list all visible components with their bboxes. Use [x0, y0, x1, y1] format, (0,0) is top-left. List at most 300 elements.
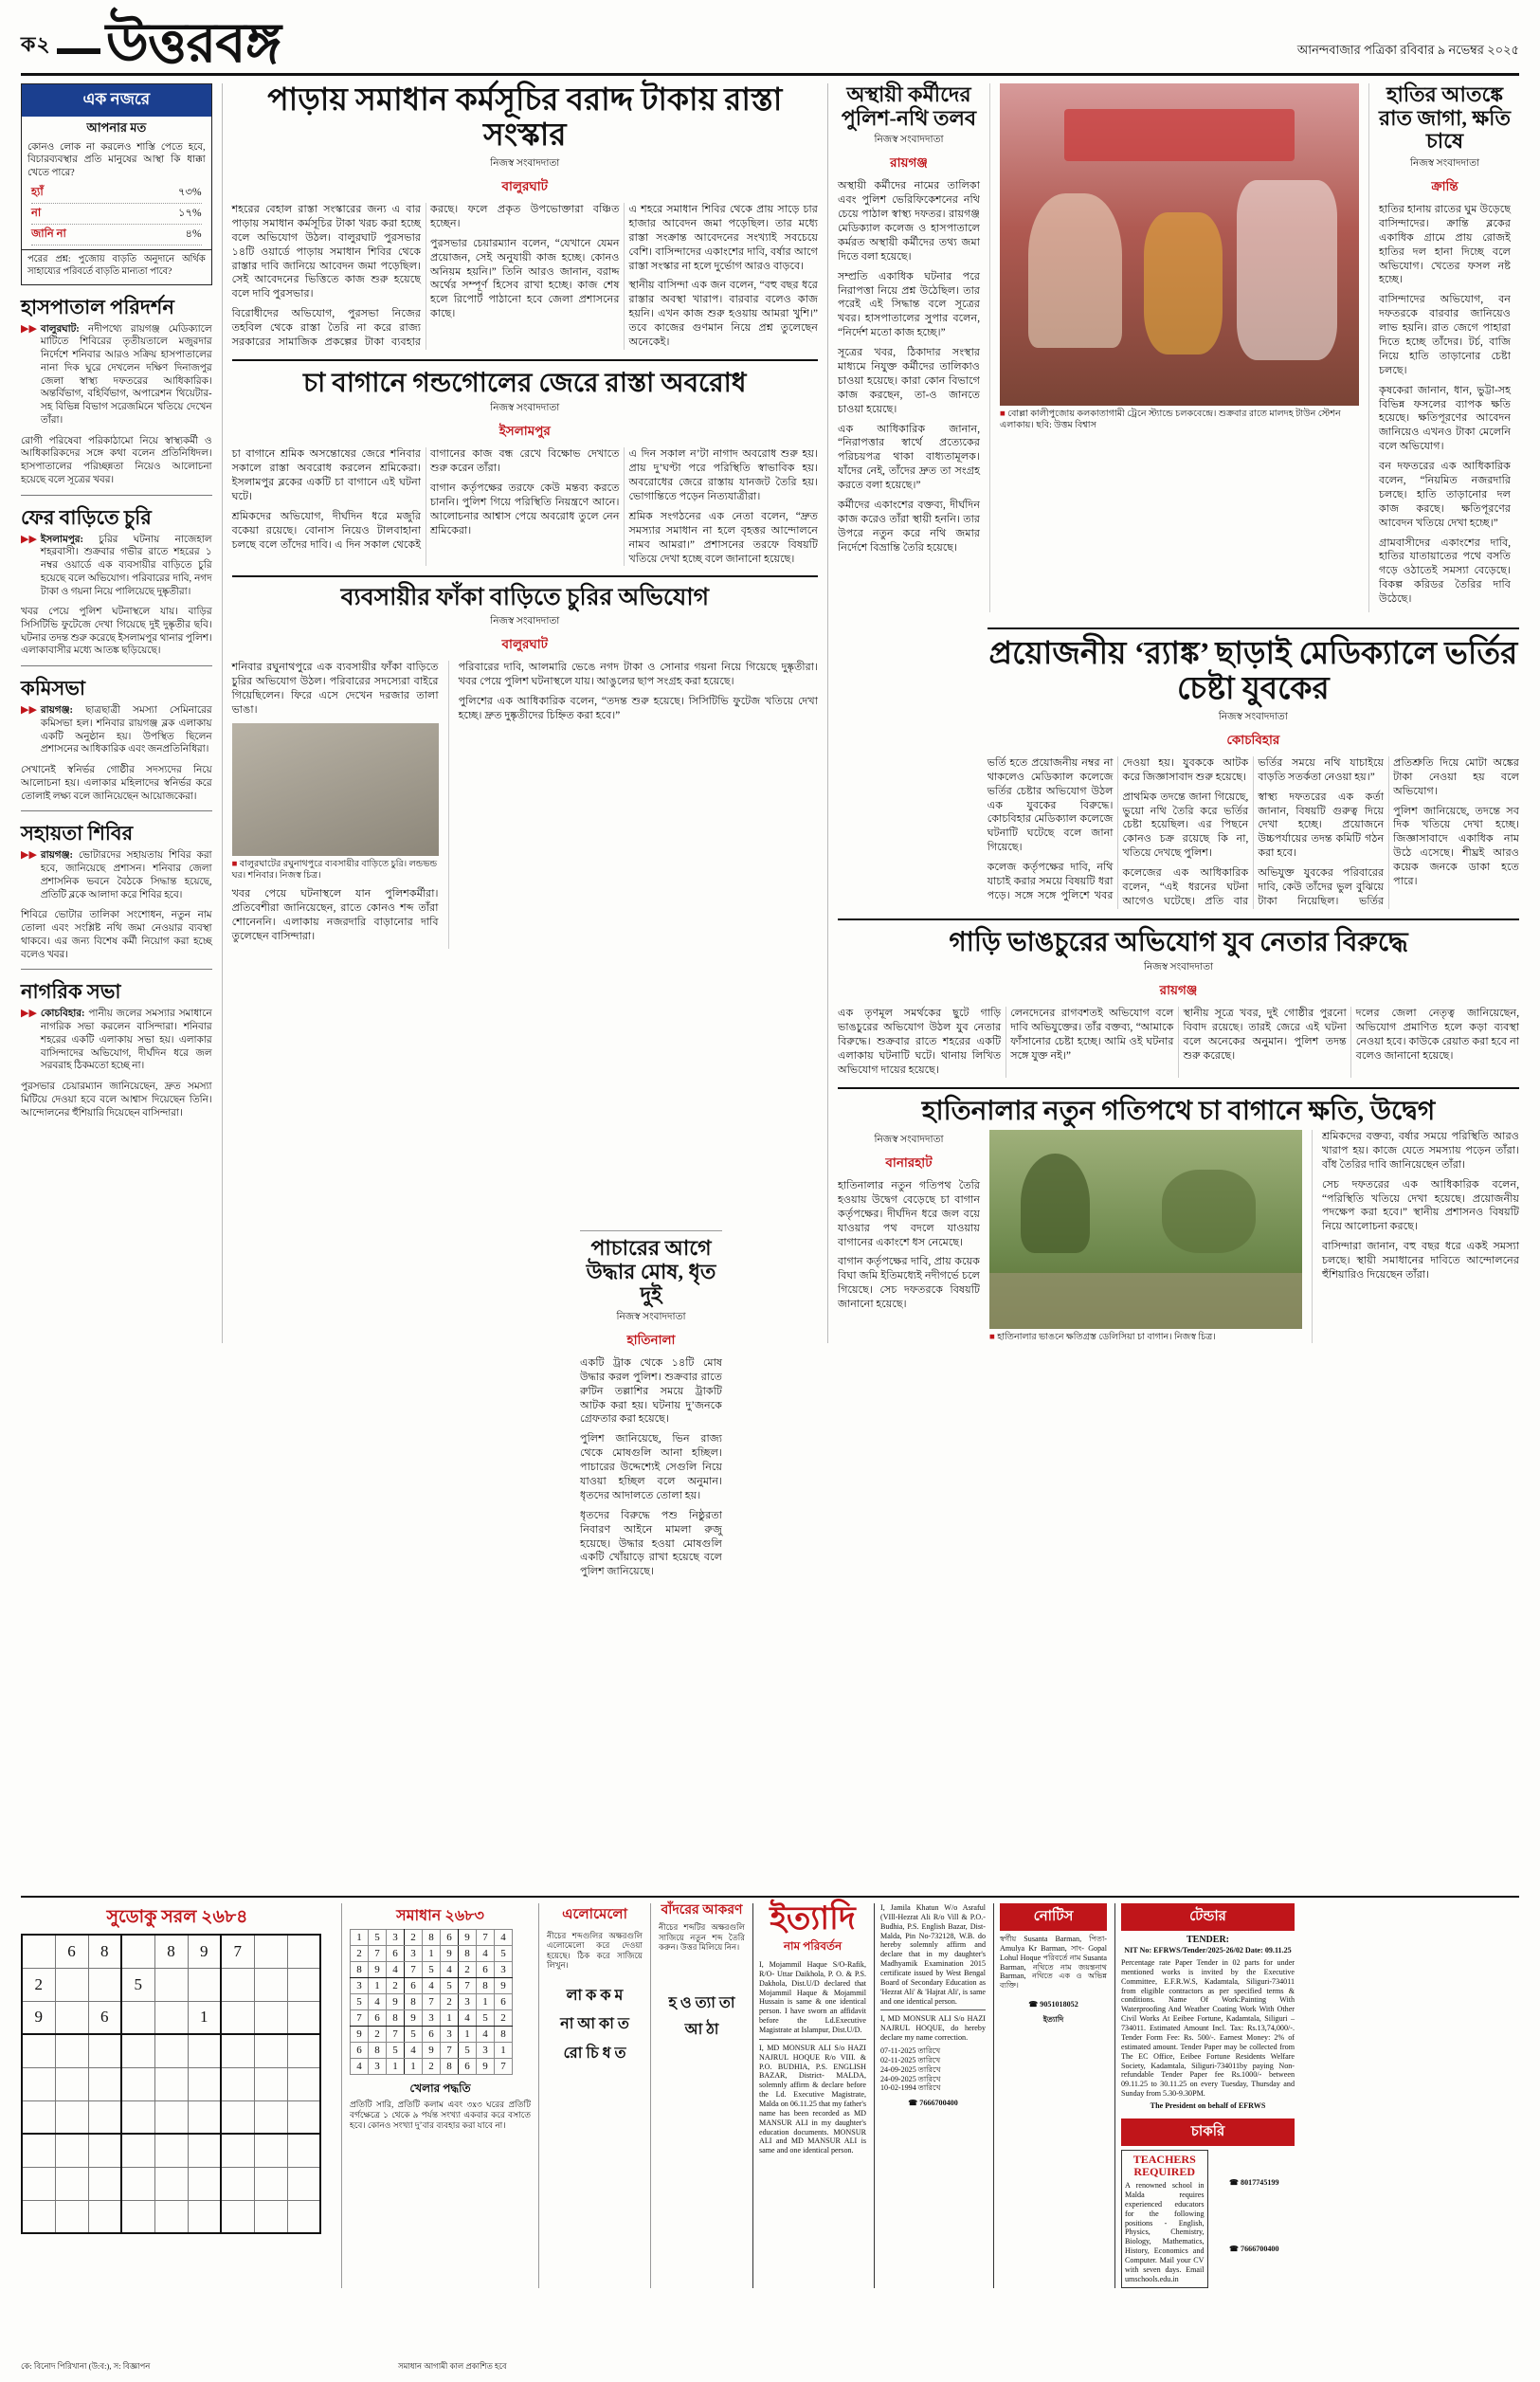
divider [759, 2039, 866, 2040]
sidebar-item-text: খবর পেয়ে পুলিশ ঘটনাস্থলে যায়। বাড়ির সিসিটিভি ফুটেজে দেখা গিয়েছে দুই দুষ্কৃতীর ছবি। ঘটনার তদন্ত শুরু করেছে ইসলামপুর থানার পুলিশ। এলাকাবাসীর মধ্যে আতঙ্ক ছড়িয়েছে। [21, 607, 212, 657]
grid-cell: 9 [351, 2027, 369, 2043]
grid-cell[interactable] [221, 2200, 254, 2233]
top-photo-block [989, 83, 1359, 612]
grid-cell[interactable] [287, 2067, 320, 2100]
grid-cell: 3 [387, 1930, 405, 1946]
grid-cell: 3 [459, 1994, 477, 2010]
story-medical-admission [987, 637, 1519, 909]
paragraph: দলের জেলা নেতৃত্ব জানিয়েছেন, অভিযোগ প্রমাণিত হলে কড়া ব্যবস্থা নেওয়া হবে। কাউকে রেয়াত করা হবে না বলেও জানানো হয়েছে। [1355, 1008, 1519, 1062]
grid-cell[interactable] [121, 2200, 154, 2233]
grid-cell[interactable] [254, 2200, 287, 2233]
poll-row [31, 183, 202, 204]
poll-option-value: ৪% [185, 228, 202, 241]
story-body [232, 661, 439, 718]
byline: নিজস্ব সংবাদদাতা [490, 616, 560, 627]
paragraph: বাসিন্দাদের অভিযোগ, বন দফতরকে বারবার জানিয়েও লাভ হয়নি। রাত জেগে পাহারা দিতে হচ্ছে তাঁদের। টর্চ, বাজি নিয়ে হাতি তাড়ানোর চেষ্টা চলছে। [1379, 294, 1511, 376]
sidebar-item [21, 849, 212, 901]
grid-cell: 2 [423, 2059, 441, 2075]
classified-col2 [874, 1903, 986, 2288]
story-headline: ব্যবসায়ীর ফাঁকা বাড়িতে চুরির অভিযোগ [340, 585, 709, 611]
grid-cell[interactable] [154, 1968, 188, 2001]
grid-cell[interactable] [22, 1935, 55, 1968]
sudoku-grid[interactable] [21, 1934, 321, 2234]
grid-cell: 3 [369, 2059, 387, 2075]
grid-cell[interactable] [287, 2001, 320, 2034]
grid-cell[interactable] [287, 2167, 320, 2200]
story-body [838, 1179, 980, 1312]
classified-phone[interactable]: ☎ 7666700400 [908, 2099, 958, 2108]
poll-option-label: জানি না [31, 228, 66, 241]
grid-cell: 1 [369, 1978, 387, 1994]
classified-tender [1114, 1903, 1295, 2288]
classified-phone[interactable]: ☎ 9051018052 [1028, 2000, 1078, 2009]
grid-cell: 2 [459, 1962, 477, 1978]
paragraph: বাগান কর্তৃপক্ষের তরফে কেউ মন্তব্য করতে চাননি। পুলিশ গিয়ে পরিস্থিতি নিয়ন্ত্রণে আনে। আলোচনার আশ্বাস পেয়ে অবরোধ তুলে নেন শ্রমিকেরা। [430, 482, 620, 536]
paragraph: স্থানীয় সূত্রে খবর, দুই গোষ্ঠীর পুরনো বিবাদ রয়েছে। তারই জেরে এই ঘটনা বলে অনেকের অনুমান। পুলিশ তদন্ত শুরু করেছে। [1183, 1008, 1347, 1062]
grid-cell[interactable] [55, 2001, 88, 2034]
grid-cell: 1 [459, 2027, 477, 2043]
grid-cell[interactable] [55, 1968, 88, 2001]
grid-cell[interactable] [154, 2200, 188, 2233]
grid-cell: 4 [405, 2043, 423, 2059]
grid-cell[interactable] [188, 2167, 221, 2200]
grid-cell: 6 [441, 1930, 459, 1946]
notice-heading: নোটিস [1000, 1903, 1107, 1931]
classified-footer: ইত্যাদি [1042, 2015, 1064, 2025]
grid-cell[interactable] [188, 2134, 221, 2167]
grid-cell[interactable] [22, 2034, 55, 2067]
grid-cell[interactable] [121, 2034, 154, 2067]
masthead-title: উত্তরবঙ্গ [105, 12, 281, 74]
grid-cell[interactable] [188, 2034, 221, 2067]
grid-cell: 2 [387, 1978, 405, 1994]
grid-cell[interactable] [88, 2167, 121, 2200]
byline: নিজস্ব সংবাদদাতা [490, 403, 560, 414]
masthead [21, 12, 1519, 76]
byline: নিজস্ব সংবাদদাতা [1409, 157, 1480, 169]
caption-marker-icon: ■ [989, 1332, 995, 1342]
sidebar-item-text: নদীপথ্যে রায়গঞ্জ মেডিক্যালে মাটিতে শিবিরের তৃতীয়তালে মজুরদার নির্দেশে শনিবার আরও সক্রিয় হাসপাতালের নানা দিক ঘুরে দেখলেন দক্ষিণ দিনাজপুর জেলা স্বাস্থ্য দফতরের আধিকারিক। অন্তর্বিভাগ, বহির্বিভাগ, অপারেশন থিয়েটার-সহ বিভিন্ন বিভাগ সরেজমিনে খতিয়ে দেখেন তাঁরা। [40, 323, 212, 426]
story-headline: হাতিনালার নতুন গতিপথে চা বাগানে ক্ষতি, উদ্বেগ [921, 1096, 1436, 1126]
grid-cell[interactable] [221, 2001, 254, 2034]
dateline: বালুরঘাট [501, 179, 549, 193]
elomelo-instructions: নীচের শব্দগুলির অক্ষরগুলি এলোমেলো করে দেওয়া হয়েছে। ঠিক করে সাজিয়ে লিখুন। [547, 1931, 643, 1971]
dateline: বানারহাট [885, 1155, 933, 1170]
paragraph: শ্রমিক সংগঠনের এক নেতা বলেন, “দ্রুত সমস্যার সমাধান না হলে বৃহত্তর আন্দোলনে নামব আমরা।” প্রশাসনের তরফে বিষয়টি খতিয়ে দেখা হচ্ছে বলে জানানো হয়েছে। [628, 510, 818, 565]
sidebar-item [21, 606, 212, 658]
grid-cell[interactable] [254, 2067, 287, 2100]
grid-cell[interactable]: 8 [154, 1935, 188, 1968]
grid-cell[interactable] [55, 2167, 88, 2200]
grid-cell: 1 [405, 2059, 423, 2075]
grid-cell: 9 [387, 1994, 405, 2010]
poll-option-value: ৭৩% [178, 187, 202, 199]
grid-cell: 4 [495, 1930, 513, 1946]
grid-cell[interactable] [254, 1968, 287, 2001]
paragraph: বিরোধীদের অভিযোগ, পুরসভা নিজের তহবিল থেকে রাস্তা তৈরি না করে রাজ্য সরকারের সামাজিক প্রকল্পের টাকা ব্যবহার করছে। ফলে প্রকৃত উপভোক্তারা বঞ্চিত হচ্ছেন। [231, 204, 620, 349]
grid-cell[interactable] [254, 2100, 287, 2134]
grid-cell[interactable] [55, 2100, 88, 2134]
grid-cell[interactable] [121, 2100, 154, 2134]
paragraph: ভর্তি হতে প্রয়োজনীয় নম্বর না থাকলেও মেডিক্যাল কলেজে ভর্তির চেষ্টার অভিযোগ উঠল এক যুবকের বিরুদ্ধে। কোচবিহার মেডিক্যাল কলেজে ঘটনাটি ঘটেছে বলে জানা গিয়েছে। [987, 756, 1114, 854]
classified-text: I, Mojammil Haque S/O-Rafik, R/O- Uttar Daikhola, P. O. & P.S. Dakhola, Dist.U/D declared that Mojammil Haque & Mojammil Hussain is same & one identical person. I have sworn an affidavit before the Ld.Executive Magistrate at Islampur, Dist.U/D. [759, 1960, 866, 2035]
grid-cell[interactable]: 5 [121, 1968, 154, 2001]
grid-cell[interactable] [188, 2100, 221, 2134]
paragraph: কলেজ কর্তৃপক্ষের দাবি, নথি যাচাই করার সময়ে বিষয়টি ধরা পড়ে। সঙ্গে সঙ্গে পুলিশে খবর দেওয়া হয়। যুবককে আটক করে জিজ্ঞাসাবাদ শুরু হয়েছে। [987, 756, 1249, 901]
story-body [232, 447, 818, 566]
hatinala-photo [989, 1130, 1302, 1329]
sidebar-story [21, 507, 212, 659]
grid-cell[interactable] [88, 2067, 121, 2100]
dateline: কোচবিহার [1226, 732, 1280, 747]
story-headline: অস্থায়ী কর্মীদের পুলিশ-নথি তলব [841, 82, 977, 130]
classified-phone[interactable]: ☎ 8017745199 [1228, 2177, 1279, 2187]
grid-cell: 8 [423, 1930, 441, 1946]
grid-cell[interactable] [221, 2067, 254, 2100]
grid-cell[interactable]: 6 [88, 2001, 121, 2034]
sidebar-item-text: পানীয় জলের সমস্যার সমাধানে নাগরিক সভা করলেন বাসিন্দারা। শনিবার শহরের একটি এলাকায় সভা হয়। এলাকার বাসিন্দাদের অভিযোগ, দীর্ঘদিন ধরে জল সরবরাহ ঠিকমতো হচ্ছে না। [40, 1009, 212, 1072]
grid-cell[interactable] [88, 2034, 121, 2067]
sidebar-story-headline: হাসপাতাল পরিদর্শন [21, 295, 174, 318]
grid-cell[interactable] [154, 2034, 188, 2067]
grid-cell[interactable] [221, 2134, 254, 2167]
grid-cell[interactable] [254, 2167, 287, 2200]
poll-box [21, 83, 212, 285]
divider [21, 495, 212, 496]
paragraph: এ দিন সকাল ন’টা নাগাদ অবরোধ শুরু হয়। প্রায় দু’ঘণ্টা পরে পরিস্থিতি স্বাভাবিক হয়। অবরোধের জেরে রাস্তায় যানজট তৈরি হয়। ভোগান্তিতে পড়েন নিত্যযাত্রীরা। [628, 448, 818, 502]
sidebar-item-tag: ইসলামপুর: [40, 534, 83, 545]
sidebar-story-headline: কমিসভা [21, 677, 85, 700]
divider [838, 918, 1519, 920]
sidebar-item-text: ভোটারদের সহায়তায় শিবির করা হবে, জানিয়েছে প্রশাসন। শনিবার জেলা প্রশাসনিক ভবনে বৈঠকে সিদ্ধান্ত হয়েছে, প্রতিটি ব্লকে আলাদা করে শিবির হবে। [40, 850, 212, 900]
grid-cell: 9 [441, 1946, 459, 1962]
grid-cell[interactable] [254, 1935, 287, 1968]
grid-cell[interactable] [287, 2200, 320, 2233]
bullet-icon: ▶▶ [21, 1008, 37, 1020]
grid-cell: 5 [423, 1962, 441, 1978]
paragraph: একটি ট্রাক থেকে ১৪টি মোষ উদ্ধার করল পুলিশ। শুক্রবার রাতে রুটিন তল্লাশির সময়ে ট্রাকটি আটক করা হয়। ঘটনায় দু’জনকে গ্রেফতার করা হয়েছে। [580, 1356, 722, 1426]
grid-cell[interactable]: 2 [22, 1968, 55, 2001]
page-code: ক২ [21, 32, 51, 57]
grid-cell: 2 [369, 2027, 387, 2043]
paragraph: খবর পেয়ে ঘটনাস্থলে যান পুলিশকর্মীরা। প্রতিবেশীরা জানিয়েছেন, রাতে কোনও শব্দ তাঁরা শোনেননি। এলাকায় নজরদারি বাড়ানোর দাবি তুলেছেন বাসিন্দারা। [231, 887, 439, 942]
sidebar [21, 83, 212, 1343]
story-headline: পাচারের আগে উদ্ধার মোষ, ধৃত দুই [586, 1236, 716, 1307]
poll-subheading: আপনার মত [86, 120, 147, 136]
grid-cell[interactable] [88, 2134, 121, 2167]
story-body [838, 179, 980, 555]
grid-cell: 4 [441, 1962, 459, 1978]
grid-cell: 7 [387, 2027, 405, 2043]
byline: নিজস্ব সংবাদদাতা [1143, 962, 1214, 973]
grid-cell: 6 [495, 1994, 513, 2010]
paragraph: স্থানীয় বাসিন্দা এক জন বলেন, “বহু বছর ধরে রাস্তার অবস্থা খারাপ। বারবার বলেও কাজ হয়নি। এখন কাজ শুরু হওয়ায় আমরা খুশি।” তবে কাজের গুণমান নিয়ে প্রশ্ন তুলেছেন অনেকেই। [628, 280, 818, 349]
right-area [827, 83, 1519, 1343]
grid-cell[interactable] [121, 2001, 154, 2034]
grid-cell[interactable] [22, 2100, 55, 2134]
story-body [987, 756, 1519, 909]
grid-cell: 4 [351, 2059, 369, 2075]
classified-date: 10-02-1994 তারিখে [880, 2083, 941, 2093]
byline: নিজস্ব সংবাদদাতা [490, 158, 560, 169]
grid-cell: 5 [459, 2043, 477, 2059]
method-block [350, 2081, 531, 2131]
paragraph: পরিবারের দাবি, আলমারি ভেঙে নগদ টাকা ও সোনার গয়না নিয়ে গিয়েছে দুষ্কৃতীরা। খবর পেয়ে পুলিশ ঘটনাস্থলে যায়। আঙুলের ছাপ সংগ্রহ করা হয়েছে। [458, 662, 818, 688]
caption-text: হাতিনালার ভাঙনে ক্ষতিগ্রস্ত ডেলিসিয়া চা বাগান। নিজস্ব চিত্র। [997, 1332, 1216, 1342]
sidebar-item-text: রোগী পরিষেবা পরিকাঠামো নিয়ে স্বাস্থ্যকর্মী ও আধিকারিকদের সঙ্গে কথা বলেন প্রতিনিধিদল। হাসপাতালের পরিচ্ছন্নতা নিয়েও আলোচনা হয়েছে বলে সূত্রের খবর। [21, 435, 212, 485]
grid-cell: 5 [405, 2027, 423, 2043]
grid-cell[interactable] [22, 2200, 55, 2233]
grid-cell[interactable] [22, 2167, 55, 2200]
sidebar-item-text: সেখানেই স্বনির্ভর গোষ্ঠীর সদস্যদের নিয়ে আলোচনা হয়। এলাকার মহিলাদের স্বনির্ভর করে তোলাই লক্ষ্য বলে জানিয়েছেন আয়োজকেরা। [21, 765, 212, 802]
poll-next-question: পরের প্রশ্ন: পুজোয় বাড়তি অনুদানে অর্থিক সাহায্যের পরিবর্তে বাড়তি মান্যতা পাবে? [22, 249, 211, 283]
paragraph: অভিযুক্ত যুবকের পরিবারের দাবি, কেউ তাঁদের ভুল বুঝিয়ে টাকা নিয়েছিল। ভর্তির প্রতিশ্রুতি দিয়ে মোটা অঙ্কের টাকা নেওয়া হয় বলে অভিযোগ। [1258, 756, 1519, 907]
grid-cell[interactable] [55, 2134, 88, 2167]
grid-cell[interactable] [221, 2167, 254, 2200]
grid-cell: 4 [477, 2027, 495, 2043]
paragraph: পুলিশের এক আধিকারিক বলেন, “তদন্ত শুরু হয়েছে। সিসিটিভি ফুটেজ খতিয়ে দেখা হচ্ছে। দ্রুত দুষ্কৃতীদের চিহ্নিত করা হবে।” [458, 696, 818, 722]
story-smuggle-left-spacer [838, 618, 978, 909]
grid-cell[interactable] [221, 1968, 254, 2001]
grid-cell: 4 [477, 1946, 495, 1962]
classified-ityadi [752, 1903, 866, 2288]
grid-cell: 9 [495, 1978, 513, 1994]
sidebar-item-tag: রায়গঞ্জ: [40, 850, 73, 862]
story-buffalo-smuggle [580, 1223, 722, 1585]
grid-cell: 5 [369, 1930, 387, 1946]
sidebar-item [21, 909, 212, 961]
grid-cell: 1 [495, 2043, 513, 2059]
grid-cell: 7 [405, 1962, 423, 1978]
elomelo-title: এলোমেলো [562, 1907, 627, 1922]
classified-text: I, MD MONSUR ALI S/o HAZI NAJRUL HOQUE R/o VIII. & P.O. BUDHIA, P.S. ENGLISH BAZAR, District- MALDA, solemnly affirm & declare before the Ld. Executive Magistrate, Malda on 06.11.25 that my father's name has been recorded as MD MANSUR ALI in my daughter's education documents. MONSUR ALI and MD MANSUR ALI is same and one identical person. [759, 2043, 866, 2155]
grid-cell[interactable] [88, 2200, 121, 2233]
teachers-title: TEACHERS REQUIRED [1132, 2152, 1196, 2178]
paragraph: বাসিন্দারা জানান, বহু বছর ধরে একই সমস্যা চলছে। স্থায়ী সমাধানের দাবিতে আন্দোলনের হুঁশিয়ারিও দিয়েছেন তাঁরা। [1322, 1241, 1519, 1282]
paragraph: সূত্রের খবর, ঠিকাদার সংস্থার মাধ্যমে নিযুক্ত কর্মীদের তালিকাও চাওয়া হয়েছে। কারা কোন বিভাগে কাজ করছেন, তা-ও জানতে চাওয়া হয়েছে। [838, 347, 980, 415]
grid-cell[interactable] [188, 2200, 221, 2233]
grid-cell[interactable]: 9 [188, 1935, 221, 1968]
paragraph: চা বাগানে শ্রমিক অসন্তোষের জেরে শনিবার সকালে রাস্তা অবরোধ করলেন শ্রমিকেরা। ইসলামপুর ব্লকের একটি চা বাগানে এই ঘটনা ঘটে। [231, 448, 422, 502]
grid-cell[interactable] [221, 2034, 254, 2067]
sidebar-item-text: চুরির ঘটনায় নাজেহাল শহরবাসী। শুক্রবার গভীর রাতে শহরের ১ নম্বর ওয়ার্ডে এক ব্যবসায়ীর বাড়িতে চুরি হয়েছে বলে অভিযোগ। পরিবারের দাবি, নগদ টাকা ও গয়না নিয়ে পালিয়েছে দুষ্কৃতীরা। [40, 534, 212, 597]
grid-cell[interactable] [154, 2100, 188, 2134]
grid-cell: 5 [441, 1978, 459, 1994]
grid-cell: 6 [477, 1962, 495, 1978]
grid-cell: 3 [351, 1978, 369, 1994]
story-headline: চা বাগানে গন্ডগোলের জেরে রাস্তা অবরোধ [303, 368, 747, 398]
poll-option-value: ১৭% [178, 208, 202, 220]
grid-cell[interactable] [88, 2100, 121, 2134]
elomelo-word: না আ কা ত [560, 2016, 629, 2033]
byline: নিজস্ব সংবাদদাতা [874, 135, 944, 146]
story-car-vandalism [838, 928, 1519, 1078]
sidebar-item [21, 1081, 212, 1119]
grid-cell: 3 [405, 1946, 423, 1962]
grid-cell: 7 [441, 2043, 459, 2059]
classified-text: I, Jamila Khatun W/o Asraful (VIll-Hezrat Ali R/o Vill & P.O.-Budhia, P.S. English Bazar, Dist- Malda, Pin No-732128, W.B. do hereby solemnly affirm and declare that in my daughter's Madhyamik Examination 2015 certificate issued by West Bengal Board of Secondary Education as 'Hezrat Ali' & 'Hajrat Ali', is same and one identical person. [880, 1903, 986, 2006]
paragraph: বন দফতরের এক আধিকারিক বলেন, “নিয়মিত নজরদারি চলছে। হাতি তাড়ানোর দল কাজ করছে। ক্ষতিপূরণের আবেদন খতিয়ে দেখা হচ্ছে।” [1379, 461, 1511, 529]
grid-cell[interactable] [287, 1968, 320, 2001]
classified-notice [993, 1903, 1107, 2288]
paragraph: পুলিশ জানিয়েছে, ভিন রাজ্য থেকে মোষগুলি আনা হচ্ছিল। পাচারের উদ্দেশ্যেই সেগুলি নিয়ে যাওয়া হচ্ছিল বলে অনুমান। ধৃতদের আদালতে তোলা হয়। [580, 1433, 722, 1501]
grid-cell[interactable] [254, 2134, 287, 2167]
grid-cell: 8 [495, 2027, 513, 2043]
grid-cell[interactable] [254, 2034, 287, 2067]
grid-cell: 2 [405, 1930, 423, 1946]
sidebar-item-tag: বালুরঘাট: [40, 323, 80, 335]
sidebar-story [21, 297, 212, 487]
classified-date: 24-09-2025 তারিখে [880, 2074, 941, 2083]
paragraph: শ্রমিকদের বক্তব্য, বর্ষার সময়ে পরিস্থিতি আরও খারাপ হয়। কাজে যেতে সমস্যায় পড়েন তাঁরা। বাঁধ তৈরির দাবি জানিয়েছেন তাঁরা। [1322, 1131, 1519, 1171]
grid-cell: 7 [477, 1930, 495, 1946]
grid-cell[interactable] [55, 2067, 88, 2100]
grid-cell: 3 [423, 2010, 441, 2027]
story-body [1379, 203, 1511, 607]
grid-cell[interactable]: 1 [188, 2001, 221, 2034]
paragraph: গ্রামবাসীদের একাংশের দাবি, হাতির যাতায়াতের পথে বসতি গড়ে ওঠাতেই সমস্যা বেড়েছে। বিকল্প করিডর তৈরির দাবি উঠেছে। [1379, 536, 1511, 606]
poll-row [31, 225, 202, 245]
paragraph: পুরসভার চেয়ারম্যান বলেন, “যেখানে যেমন প্রয়োজন, সেই অনুযায়ী কাজ হচ্ছে। কোনও অনিয়ম হয়নি।” তিনি আরও জানান, বরাদ্দ অর্থের সম্পূর্ণ হিসেব রাখা হচ্ছে। কাজ শেষ হলে রিপোর্ট পাঠানো হবে জেলা প্রশাসনের কাছে। [430, 237, 620, 320]
sidebar-story-headline: ফের বাড়িতে চুরি [21, 505, 152, 529]
sidebar-item-tag: কোচবিহার: [40, 1009, 85, 1020]
sidebar-item [21, 435, 212, 487]
story-body-cont [459, 661, 818, 723]
paragraph: সেচ দফতরের এক আধিকারিক বলেন, “পরিস্থিতি খতিয়ে দেখা হয়েছে। প্রয়োজনীয় পদক্ষেপ করা হবে।” স্থানীয় প্রশাসনও বিষয়টি নিয়ে আলোচনা করছে। [1322, 1178, 1519, 1233]
classified-date: 02-11-2025 তারিখে [880, 2055, 941, 2064]
grid-cell[interactable] [287, 2134, 320, 2167]
story-headline: পাড়ায় সমাধান কর্মসূচির বরাদ্দ টাকায় রাস্তা সংস্কার [267, 83, 783, 154]
grid-cell: 4 [387, 1962, 405, 1978]
sidebar-item [21, 764, 212, 803]
paragraph: হাতির হানায় রাতের ঘুম উড়েছে বাসিন্দাদের। ক্রান্তি ব্লকের একাধিক গ্রামে প্রায় রোজই হাতির দল হানা দিচ্ছে বলে অভিযোগ। খেতের ফসল নষ্ট হচ্ছে। [1379, 203, 1511, 286]
tender-body: Percentage rate Paper Tender in 02 parts for under mentioned works is invited by the Executive Committee, E.F.R.W.S, Kadamtala, Siliguri-734011 from eligible contractors as per specified terms & conditions. Name Of Work:Painting With Waterproofing And Weather Coating Work With Other Civil Works At Eeibee Fortune, Kadamtala, Siliguri –734011. Estimated Amount Incl. Tax: Rs.13,74,000/-. Tender Form Fee: Rs. 500/-. Earnest Money: 2% of estimated amount. Tender Paper may be collected from The EC Office, Eeibee Fortune Residents Welfare Society, Kadamtala, Siliguri-734011by paying Non-refundable Tender Paper fee Rs.1000/- between 09.11.25 to 30.11.25 on every Tuesday, Thursday and Sunday from 5.30-9.30PM. [1121, 1958, 1295, 2099]
dateline: বালুরঘাট [501, 637, 549, 652]
grid-cell[interactable] [55, 2034, 88, 2067]
paragraph: লেনদেনের রাগবশতই অভিযোগ বলে দাবি অভিযুক্তের। তাঁর বক্তব্য, “আমাকে ফাঁসানোর চেষ্টা হচ্ছে। আমি ওই ঘটনার সঙ্গে যুক্ত নই।” [1010, 1008, 1174, 1062]
tender-nit: NIT No: EFRWS/Tender/2025-26/02 Date: 09.11.25 [1124, 1946, 1292, 1955]
dateline: রায়গঞ্জ [890, 155, 928, 171]
sidebar-item [21, 704, 212, 756]
story-body [838, 1007, 1519, 1077]
bullet-icon: ▶▶ [21, 533, 37, 545]
grid-cell: 8 [441, 2059, 459, 2075]
grid-cell: 1 [351, 1930, 369, 1946]
paragraph: সম্প্রতি একাধিক ঘটনার পরে নিরাপত্তা নিয়ে প্রশ্ন উঠেছিল। তার পরেই এই সিদ্ধান্ত বলে সূত্রের খবর। হাসপাতালের সুপার বলেন, “নির্দেশ মতো কাজ হচ্ছে।” [838, 270, 980, 339]
caption-marker-icon: ■ [231, 858, 238, 869]
grid-cell[interactable] [121, 2134, 154, 2167]
grid-cell[interactable] [188, 2067, 221, 2100]
jobs-heading: চাকরি [1121, 2118, 1295, 2146]
grid-cell[interactable]: 8 [88, 1935, 121, 1968]
solution-grid [350, 1929, 513, 2075]
sidebar-item [21, 323, 212, 427]
story-hatinala [838, 1097, 1519, 1343]
teachers-text: A renowned school in Malda requires experienced educators for the following positions - English, Physics, Chemistry, Biology, Mathematics, History, Economics and Computer. Mail your CV with seven days. Email umschools.edu.in [1125, 2181, 1205, 2283]
grid-cell[interactable] [287, 1935, 320, 1968]
grid-cell[interactable] [221, 2100, 254, 2134]
grid-cell: 8 [477, 1978, 495, 1994]
grid-cell: 3 [441, 2027, 459, 2043]
ityadi-title: ইত্যাদি [770, 1901, 856, 1937]
grid-cell[interactable]: 6 [55, 1935, 88, 1968]
grid-cell[interactable]: 7 [221, 1935, 254, 1968]
tender-subhead: TENDER: [1186, 1935, 1229, 1945]
grid-cell[interactable] [287, 2034, 320, 2067]
paragraph: এক আধিকারিক জানান, “নিরাপত্তার স্বার্থে প্রত্যেকের পরিচয়পত্র থাকা বাধ্যতামূলক। যাঁদের নেই, তাঁদের দ্রুত তা সংগ্রহ করতে বলা হয়েছে।” [838, 423, 980, 492]
grid-cell: 6 [369, 2010, 387, 2027]
poll-option-label: হ্যাঁ [31, 187, 44, 199]
grid-cell: 9 [423, 2043, 441, 2059]
grid-cell[interactable] [154, 2134, 188, 2167]
grid-cell[interactable] [22, 2067, 55, 2100]
grid-cell: 5 [351, 1994, 369, 2010]
masthead-rule [57, 48, 100, 54]
poll-question: কোনও লোক না করলেও শাস্তি পেতে হবে, বিচারব্যবস্থার প্রতি মানুষের আস্থা কি ধাক্কা খেতে পারে? [27, 142, 206, 178]
classified-date: 24-09-2025 তারিখে [880, 2064, 941, 2074]
grid-cell: 9 [477, 2059, 495, 2075]
grid-cell[interactable]: 9 [22, 2001, 55, 2034]
paragraph: শহরের বেহাল রাস্তা সংস্কারের জন্য এ বার পাড়ায় সমাধান কর্মসূচির টাকা খরচ করা হচ্ছে বলে অভিযোগ উঠল। বালুরঘাট পুরসভার ১৪টি ওয়ার্ডে পাড়ায় সমাধান শিবির থেকে রাস্তার দাবি জানিয়ে আবেদন জমা পড়েছিল। সেই আবেদনের ভিত্তিতে কাজ শুরু হয়েছে বলে দাবি পুরসভার। [231, 204, 422, 300]
sudoku-block [21, 1903, 334, 2288]
photo-caption [1000, 409, 1359, 431]
grid-cell: 3 [477, 2043, 495, 2059]
paragraph: স্বাস্থ্য দফতরের এক কর্তা জানান, বিষয়টি গুরুত্ব দিয়ে দেখা হচ্ছে। প্রয়োজনে উচ্চপর্যায়ের তদন্ত কমিটি গঠন করা হবে। [1258, 791, 1385, 860]
story-headline: প্রয়োজনীয় ‘র‍্যাঙ্ক’ ছাড়াই মেডিক্যালে ভর্তির চেষ্টা যুবকের [988, 637, 1518, 706]
story-elephant-fear [1368, 83, 1511, 612]
grid-cell[interactable] [22, 2134, 55, 2167]
paragraph: বাগান কর্তৃপক্ষের দাবি, প্রায় কয়েক বিঘা জমি ইতিমধ্যেই নদীগর্ভে চলে গিয়েছে। সেচ দফতরকে বিষয়টি জানানো হয়েছে। [838, 1256, 980, 1311]
grid-cell[interactable] [55, 2200, 88, 2233]
method-title: খেলার পদ্ধতি [409, 2082, 471, 2095]
bullet-icon: ▶▶ [21, 704, 37, 717]
grid-cell: 5 [477, 2010, 495, 2027]
grid-cell[interactable] [154, 2001, 188, 2034]
name-change-heading: নাম পরিবর্তন [783, 1939, 842, 1953]
grid-cell[interactable] [254, 2001, 287, 2034]
story-body [232, 203, 818, 350]
caption-text: বোল্লা কালীপুজোয় কলকাতাগামী ট্রেনে স্ট্যান্ডে চলকবেন্দ্রে। শুক্রবার রাতে মালদহ টাউন স্টেশন এলাকায়। ছবি: উত্তম বিশ্বাস [1000, 409, 1341, 431]
classified-phone[interactable]: ☎ 7666700400 [1228, 2244, 1279, 2253]
story-road-repair [232, 83, 818, 350]
sudoku-title: সুডোকু সরল ২৬৮৪ [106, 1907, 248, 1927]
festival-photo [1000, 83, 1359, 406]
grid-cell[interactable] [287, 2100, 320, 2134]
grid-cell: 4 [423, 1978, 441, 1994]
grid-cell[interactable] [88, 1968, 121, 2001]
grid-cell: 8 [459, 1946, 477, 1962]
divider [838, 1087, 1519, 1089]
grid-cell: 6 [423, 2027, 441, 2043]
dateline: ক্রান্তি [1431, 178, 1458, 193]
story-burglary [232, 585, 818, 949]
divider [21, 665, 212, 666]
paragraph: শ্রমিকদের অভিযোগ, দীর্ঘদিন ধরে মজুরি বকেয়া রয়েছে। বোনাস নিয়েও টালবাহানা চলছে বলে তাঁদের দাবি। এ দিন সকাল থেকেই বাগানের কাজ বন্ধ রেখে বিক্ষোভ দেখাতে শুরু করেন তাঁরা। [231, 448, 620, 551]
grid-cell[interactable] [121, 2067, 154, 2100]
middle-column [222, 83, 818, 1343]
grid-cell[interactable] [188, 1968, 221, 2001]
grid-cell[interactable] [154, 2067, 188, 2100]
poll-results [22, 183, 211, 249]
dateline: রায়গঞ্জ [1159, 983, 1198, 998]
grid-cell[interactable] [154, 2167, 188, 2200]
solution-block [341, 1903, 531, 2288]
paragraph: পুলিশ জানিয়েছে, তদন্তে সব দিক খতিয়ে দেখা হচ্ছে। জিজ্ঞাসাবাদে একাধিক নাম উঠে এসেছে। শীঘ্রই আরও কয়েক জনকে ডাকা হতে পারে। [1393, 805, 1519, 888]
puzzle-footer: সমাধান আগামী কাল প্রকাশিত হবে [398, 2361, 507, 2371]
grid-cell[interactable] [121, 2167, 154, 2200]
grid-cell[interactable] [121, 1935, 154, 1968]
paragraph: কৃষকেরা জানান, ধান, ভুট্টা-সহ বিভিন্ন ফসলের ব্যাপক ক্ষতি হয়েছে। ক্ষতিপূরণের আবেদন জানিয়েও এখনও টাকা মেলেনি বলে অভিযোগ। [1379, 384, 1511, 453]
